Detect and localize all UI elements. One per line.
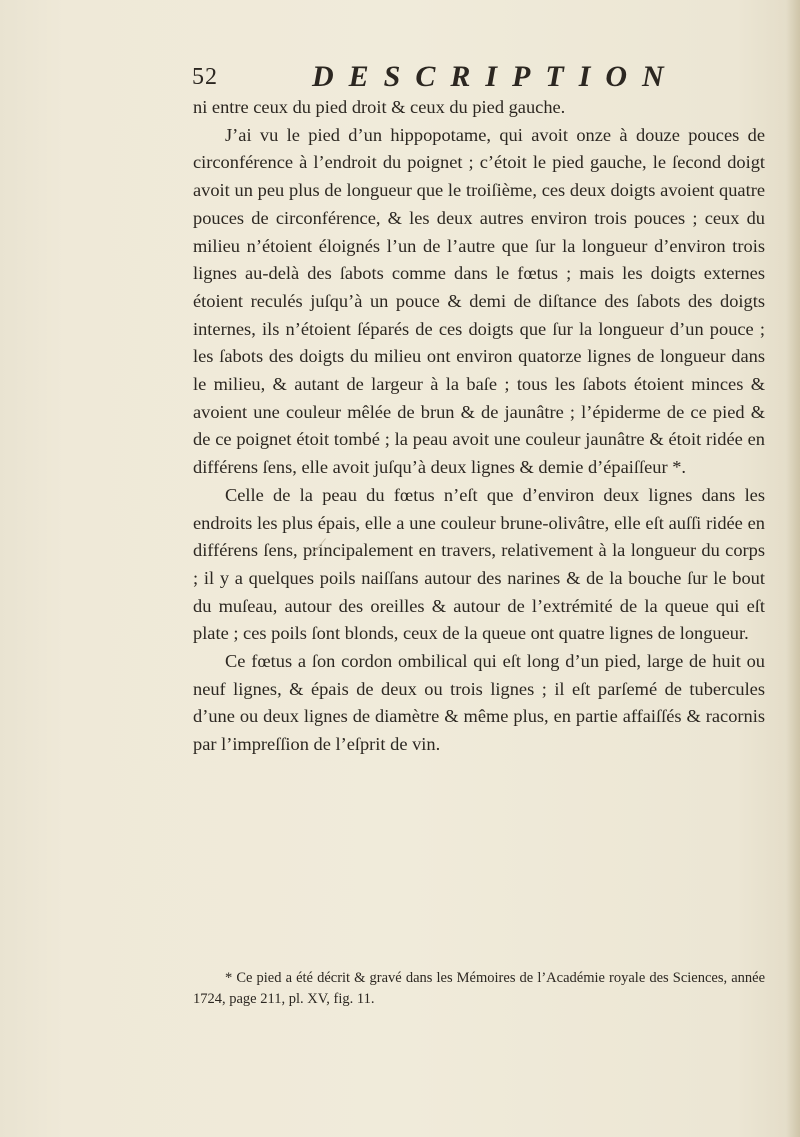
paragraph-fetus-skin: Celle de la peau du fœtus n’eſt que d’environ deux lignes dans les endroits les plus épais, elle a une couleur brune-olivâtre, elle eſt auſſi ridée en différens ſens, principalement en travers, relativement à la longueur du corps ; il y a quelques poils naiſſans autour des narines & de la bouche ſur le bout du muſeau, autour des oreilles & autour de l’extrémité de la queue qui eſt plate ; ces poils ſont blonds, ceux de la queue ont quatre lignes de longueur. xyxy=(193,484,765,644)
running-title: DESCRIPTION xyxy=(312,60,679,93)
page-header xyxy=(192,62,752,98)
page-edge-shadow xyxy=(786,0,800,1137)
paragraph-umbilical-cord: Ce fœtus a ſon cordon ombilical qui eſt long d’un pied, large de huit ou neuf lignes, & épais de deux ou trois lignes ; il eſt parſemé de tubercules d’une ou deux lignes de diamètre & même plus, en partie affaiſſés & racornis par l’impreſſion de l’eſprit de vin. xyxy=(193,651,765,755)
footnote xyxy=(193,968,765,1010)
page-number: 52 xyxy=(192,64,218,90)
footnote-text: * Ce pied a été décrit & gravé dans les Mémoires de l’Académie royale des Sciences, année 1724, page 211, pl. XV, fig. 11. xyxy=(193,970,765,1007)
paragraph-hippopotamus-foot: J’ai vu le pied d’un hippopotame, qui avoit onze à douze pouces de circonférence à l’endroit du poignet ; c’étoit le pied gauche, le ſecond doigt avoit un peu plus de longueur que le troiſième, ces deux doigts avoient quatre pouces de circonférence, & les deux autres environ trois pouces ; ceux du milieu n’étoient éloignés l’un de l’autre que ſur la longueur d’environ trois lignes au-delà des ſabots comme dans le fœtus ; mais les doigts externes étoient reculés juſqu’à un pouce & demi de diſtance des ſabots des doigts internes, ils n’étoient ſéparés de ces doigts que ſur la longueur d’un pouce ; les ſabots des doigts du milieu ont environ quatorze lignes de longueur dans le milieu, & autant de largeur à la baſe ; tous les ſabots étoient minces & avoient une couleur mêlée de brun & de jaunâtre ; l’épiderme de ce pied & de ce poignet étoit tombé ; la peau avoit une couleur jaunâtre & étoit ridée en différens ſens, elle avoit juſqu’à deux lignes & demie d’épaiſſeur *. xyxy=(193,124,765,478)
paragraph-continuation: ni entre ceux du pied droit & ceux du pied gauche. xyxy=(193,97,566,117)
body-text xyxy=(193,94,765,759)
